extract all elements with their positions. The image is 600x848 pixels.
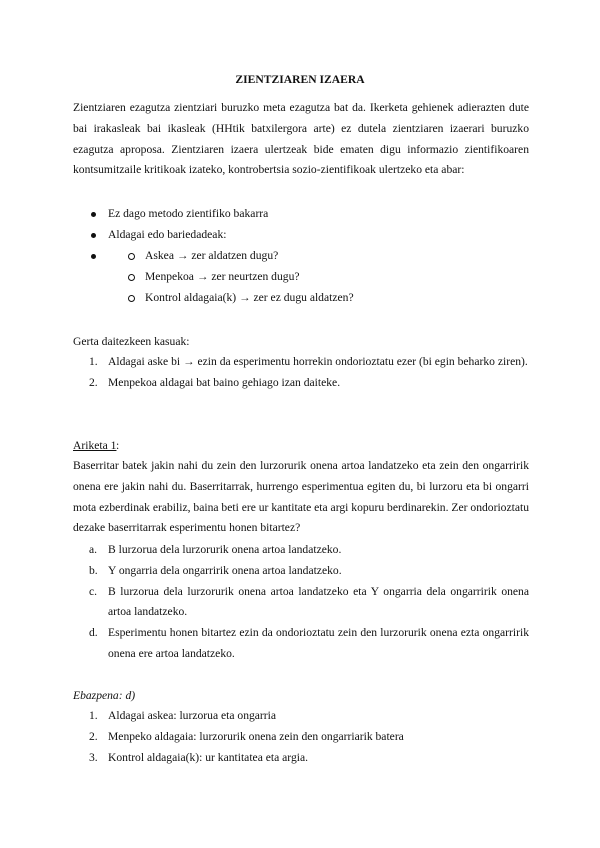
list-item: Ez dago metodo zientifiko bakarra — [73, 204, 529, 225]
list-item — [73, 706, 529, 727]
bullet-list — [73, 204, 529, 309]
exercise-text: Baserritar batek jakin nahi du zein den lurzorurik onena artoa landatzeko eta zein den ongarririk onena ere jakin nahi du. Baserritarrak, hurrengo esperimentua egiten du, bi lurzoru eta bi ongarri mota ezberdinak erabiliz, baina beti ere ur kantitate eta argi kopuru berdinarekin. Zer ondorioztatu dezake baserritarrak esperimentu honen bitartez? — [73, 459, 529, 535]
sub-list-container — [73, 246, 529, 309]
option-item — [73, 561, 529, 582]
list-item-text: Menpekoa aldagai bat baino gehiago izan daiteke. — [108, 375, 341, 389]
solution-list — [73, 706, 529, 768]
option-text: Y ongarria dela ongarririk onena artoa landatzeko. — [108, 563, 342, 577]
list-marker: 1. — [89, 355, 98, 368]
option-item — [73, 540, 529, 561]
list-item — [73, 727, 529, 748]
option-marker: c. — [89, 584, 98, 598]
exercise-heading — [73, 436, 116, 457]
sub-list-item: Askea → zer aldatzen dugu? — [73, 246, 529, 267]
exercise-heading-colon: : — [116, 439, 120, 452]
page-title: ZIENTZIAREN IZAERA — [235, 73, 365, 86]
list-item — [73, 225, 529, 246]
sub-list-item: Menpekoa → zer neurtzen dugu? — [73, 267, 529, 288]
list-item-text: Aldagai aske bi → ezin da esperimentu horrekin ondorioztatu ezer (bi egin beharko ziren). — [108, 355, 528, 368]
option-marker: a. — [89, 543, 98, 556]
list-item-label: Aldagai edo bariedadeak: — [108, 228, 227, 241]
list-marker: 2. — [89, 375, 98, 389]
option-marker: d. — [89, 626, 98, 640]
list-marker: 1. — [89, 709, 98, 722]
option-item — [73, 623, 529, 665]
list-item-text: Menpeko aldagaia: lurzorurik onena zein den ongarriarik batera — [108, 729, 404, 743]
sub-list-item: Kontrol aldagaia(k) → zer ez dugu aldatzen? — [73, 288, 529, 309]
list-item-text: Kontrol aldagaia(k): ur kantitatea eta argia. — [108, 750, 309, 764]
option-text: Esperimentu honen bitartez ezin da ondorioztatu zein den lurzorurik onena ezta ongarririk onena ere artoa landatzeko. — [108, 626, 529, 660]
cases-list — [73, 352, 529, 394]
list-item — [73, 748, 529, 769]
intro-paragraph: Zientziaren ezagutza zientziari buruzko meta ezagutza bat da. Ikerketa gehienek adierazten dute bai irakasleak bai ikasleak (HHtik batxilergora arte) ez dutela zientziaren izaerari buruzko ezagutza aproposa. Zientziaren izaera ulertzeak bide ematen digu informazio zientifikoaren kontsumitzaile kritikoak izateko, kontrobertsia sozio-zientifikoak ulertzeko eta abar: — [73, 101, 529, 177]
list-item — [73, 373, 529, 394]
list-item — [73, 352, 529, 373]
list-marker: 3. — [89, 750, 98, 764]
options-list — [73, 540, 529, 665]
option-text: B lurzorua dela lurzorurik onena artoa landatzeko eta Y ongarria dela ongarririk onena artoa landatzeko. — [108, 584, 529, 619]
option-marker: b. — [89, 563, 98, 577]
list-item-text: Aldagai askea: lurzorua eta ongarria — [108, 709, 277, 722]
option-text: B lurzorua dela lurzorurik onena artoa landatzeko. — [108, 543, 342, 556]
solution-heading: Ebazpena: d) — [73, 689, 136, 702]
cases-heading: Gerta daitezkeen kasuak: — [73, 335, 190, 348]
sub-bullet-list — [73, 246, 529, 309]
exercise-heading-text: Ariketa 1 — [73, 439, 117, 452]
option-item — [73, 582, 529, 624]
list-marker: 2. — [89, 729, 98, 743]
